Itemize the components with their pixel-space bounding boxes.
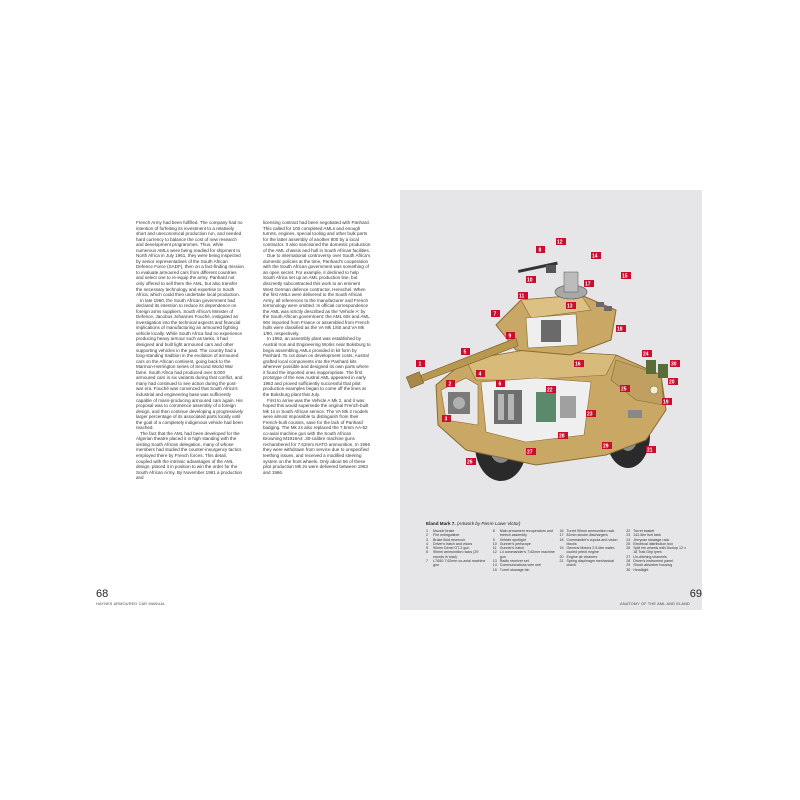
svg-text:12: 12 bbox=[557, 239, 563, 246]
key-number: 25 bbox=[626, 541, 631, 546]
key-item bbox=[493, 529, 557, 538]
key-label: Muzzle brake bbox=[433, 529, 455, 533]
key-number: 17 bbox=[559, 533, 564, 538]
jerrycan bbox=[646, 360, 656, 374]
text-column-2 bbox=[263, 220, 371, 475]
svg-text:5: 5 bbox=[463, 349, 467, 356]
key-number: 15 bbox=[492, 567, 497, 572]
key-number: 20 bbox=[559, 554, 564, 559]
page-number-left: 68 bbox=[96, 588, 109, 600]
key-label: Radio receiver set bbox=[499, 559, 529, 564]
key-label: L4 commander's 7.62mm machine gun bbox=[499, 550, 555, 559]
svg-text:4: 4 bbox=[478, 371, 482, 378]
key-label: Vehicle spotlight bbox=[499, 537, 526, 542]
paragraph: First to arrive was the Vehicle A Mk 2, and it was hoped this would supersede the original French-built Mk 1s in South African service. The VA Mk 2 models were almost impossible to distinguish from their French-built cousins, save for the lack of Panhard badging. The Mk 2s also replaced the 7.5mm AA-52 co-axial machine gun with the South African Browning M1919A4 .30-calibre machine guns rechambered for 7.62mm NATO ammunition. In 1966 they were withdrawn from service due to unspecified teething issues, and received a modified steering system on the front wheels. Only about 56 of these pilot production Mk 2s were delivered between 1963 and 1966. bbox=[263, 397, 370, 475]
figure-key bbox=[426, 529, 690, 572]
svg-text:25: 25 bbox=[621, 386, 627, 393]
running-head-right: ANATOMY OF THE AML AND ELAND bbox=[620, 602, 690, 606]
svg-text:21: 21 bbox=[647, 447, 653, 454]
svg-text:14: 14 bbox=[592, 253, 598, 260]
jerrycan bbox=[658, 364, 668, 378]
key-number: 11 bbox=[492, 546, 497, 551]
svg-text:13: 13 bbox=[567, 303, 573, 310]
key-item bbox=[626, 568, 690, 572]
key-label: Jerrycan stowage rack bbox=[633, 537, 670, 542]
key-number: 8 bbox=[492, 529, 495, 533]
svg-text:16: 16 bbox=[575, 361, 581, 368]
key-label: Shock absorber housing bbox=[633, 563, 673, 568]
svg-text:9: 9 bbox=[508, 333, 512, 340]
key-label: Turret basket bbox=[633, 529, 655, 533]
key-item bbox=[426, 550, 490, 559]
key-number: 28 bbox=[626, 559, 631, 564]
key-label: Main armament recuperators and breech assembly bbox=[499, 529, 553, 538]
paragraph: The fact that the AML had been developed for the Algerian theatre placed it in high standing with the visiting South African delegation, many of whose members had studied the counter-insurgency tactics employed there by French forces. This detail, coupled with the intrinsic advantages of the AML design, placed it in position to win the order for the South African Army. By November 1961 a production and bbox=[136, 430, 243, 481]
key-label: Spill rim wheels with Dunlop 12 x 18 Trak Grip tyres bbox=[633, 546, 686, 555]
paragraph: In 1962, an assembly plant was established by Austral Iron and Engineering Works near Boksburg to begin assembling AMLs provided in kit form by Panhard. To cut down on development costs, Austral grafted local components into the Panhard kits wherever possible and designed its own parts where it found the imported ones inappropriate. The first prototype of the new Austral AML appeared in early 1963 and proved sufficiently successful that pilot production examples began to come off the lines at the Boksburg plant that July. bbox=[263, 336, 371, 397]
key-number: 19 bbox=[559, 546, 564, 551]
key-number: 1 bbox=[426, 529, 428, 533]
page-number-right: 69 bbox=[689, 588, 702, 600]
key-label: 142-litre fuel tank bbox=[633, 533, 661, 538]
key-column bbox=[426, 529, 490, 572]
paragraph: licensing contract had been negotiated with Panhard. This called for 100 completed AMLs and enough turrets, engines, special tooling and other bulk parts for the latter assembly of another 800 by a local contractor. It also sanctioned the domestic production of the AML chassis and hull in South African facilities. bbox=[263, 220, 371, 253]
svg-text:7: 7 bbox=[493, 311, 497, 318]
key-number: 13 bbox=[492, 559, 497, 564]
key-label: Driver's hatch and visors bbox=[433, 541, 473, 546]
svg-text:11: 11 bbox=[519, 293, 525, 300]
svg-text:19: 19 bbox=[663, 399, 669, 406]
key-item bbox=[626, 546, 690, 555]
key-item bbox=[426, 559, 490, 568]
key-number: 9 bbox=[492, 537, 495, 542]
vehicle-cutaway-illustration bbox=[406, 210, 696, 510]
svg-text:15: 15 bbox=[622, 273, 628, 280]
key-number: 26 bbox=[626, 546, 631, 551]
key-column bbox=[560, 529, 624, 572]
key-number: 10 bbox=[492, 541, 497, 546]
key-column bbox=[493, 529, 557, 572]
key-label: Engine air cleaners bbox=[566, 554, 598, 559]
key-label: Communications wire reel bbox=[499, 563, 542, 568]
key-label: Gunner's hatch bbox=[499, 546, 525, 551]
key-item bbox=[560, 546, 624, 555]
svg-text:27: 27 bbox=[527, 449, 533, 456]
key-label: Spring diaphragm mechanical clutch bbox=[566, 559, 615, 568]
key-item bbox=[560, 538, 624, 547]
left-page bbox=[96, 190, 400, 610]
svg-text:1: 1 bbox=[418, 361, 422, 368]
key-number: 12 bbox=[492, 550, 497, 555]
key-number: 5 bbox=[426, 546, 428, 551]
key-label: Headlight bbox=[633, 567, 649, 572]
key-number: 23 bbox=[626, 533, 631, 538]
key-item bbox=[493, 568, 557, 572]
svg-text:20: 20 bbox=[669, 379, 675, 386]
key-number: 24 bbox=[626, 537, 631, 542]
svg-text:18: 18 bbox=[617, 326, 623, 333]
key-number: 18 bbox=[559, 537, 564, 542]
key-number: 7 bbox=[426, 559, 428, 564]
key-label: Fire extinguisher bbox=[433, 533, 460, 538]
key-label: Gunner's periscope bbox=[499, 541, 531, 546]
svg-text:30: 30 bbox=[671, 361, 677, 368]
paragraph: In late 1960, the South African government had declared its intention to reduce its dependence on foreign arms suppliers. South Africa's Minister of Defence, Jacobus Johannes Fouché, instigated an investigation into the technical aspects and financial implications of manufacturing an armoured fighting vehicle locally. While South Africa had no experience producing heavy armour such as tanks, it had designed and built light armoured cars and other supporting vehicles in the past. The country had a long-standing tradition in the evolution of armoured cars on the African continent, going back to the Marmon-Herrington series of Second World War fame. South Africa had produced over 5,000 armoured cars in six variants during that conflict, and many had continued to see action during the post-war era. Fouché was convinced that South Africa's industrial and engineering base was sufficiently capable of mass-producing armoured cars again. His proposal was to commence assembly of a foreign design, and then continue developing a progressively larger percentage of its associated parts locally until the goal of a completely indigenous vehicle had been reached. bbox=[136, 297, 244, 431]
svg-text:10: 10 bbox=[527, 277, 533, 284]
key-label: 90mm ammunition racks (29 rounds in total) bbox=[433, 550, 479, 559]
svg-text:29: 29 bbox=[603, 443, 609, 450]
svg-text:6: 6 bbox=[498, 381, 502, 388]
svg-text:17: 17 bbox=[585, 281, 591, 288]
paragraph: French Army had been fulfilled. The company had no intention of forfeiting its investment to a relatively short and uneconomical production run, and needed hard currency to balance the cost of new research and development programmes. Thus, while numerous AMLs were being readied for shipment to North Africa in July 1961, they were being inspected by senior representatives of the South African Defence Force (SADF), then on a fact-finding mission to evaluate armoured cars from different countries and select one to re-equip the army. Panhard not only offered to sell them the AML, but also transfer the necessary technology and expertise to South Africa, which could then undertake local production. bbox=[136, 220, 244, 298]
key-number: 16 bbox=[559, 529, 564, 533]
svg-text:24: 24 bbox=[643, 351, 649, 358]
key-number: 3 bbox=[426, 537, 428, 542]
key-label: Turret 90mm ammunition rack bbox=[566, 529, 615, 533]
key-number: 22 bbox=[626, 529, 631, 533]
svg-text:28: 28 bbox=[559, 433, 565, 440]
svg-text:3: 3 bbox=[444, 416, 448, 423]
key-label: Un-ditching channels bbox=[633, 554, 667, 559]
svg-text:26: 26 bbox=[467, 459, 473, 466]
key-number: 4 bbox=[426, 541, 428, 546]
key-number: 30 bbox=[626, 567, 631, 572]
key-label: Brake fluid reservoir bbox=[433, 537, 465, 542]
key-label: General Motors 2.5-litre water-cooled petrol engine bbox=[566, 546, 616, 555]
key-label: Commander's cupola and vision blocks bbox=[566, 537, 618, 546]
key-number: 21 bbox=[559, 559, 564, 564]
key-number: 14 bbox=[492, 563, 497, 568]
svg-text:22: 22 bbox=[547, 387, 553, 394]
key-label: Turret stowage bin bbox=[499, 567, 530, 572]
key-column bbox=[626, 529, 690, 572]
key-label: 81mm smoke dischargers bbox=[566, 533, 608, 538]
key-number: 27 bbox=[626, 554, 631, 559]
key-label: Driver's instrument panel bbox=[633, 559, 673, 564]
key-number: 6 bbox=[426, 550, 428, 555]
key-number: 2 bbox=[426, 533, 428, 538]
text-column-1 bbox=[136, 220, 244, 481]
svg-text:8: 8 bbox=[538, 247, 542, 254]
key-item bbox=[493, 550, 557, 559]
figure-caption bbox=[426, 521, 520, 526]
key-number: 29 bbox=[626, 563, 631, 568]
caption-credit: (Artwork by Pierre Lowe Victor) bbox=[456, 521, 521, 526]
key-item bbox=[560, 559, 624, 568]
key-label: Electrical distribution box bbox=[633, 541, 673, 546]
key-label: L7A50 7.62mm co-axial machine gun bbox=[433, 559, 486, 568]
paragraph: Due to international controversy over South Africa's domestic policies at the time, Panhard's cooperation with the South African government was something of an open secret. For example, it declined to help South Africa set up an AML production line, but discreetly subcontracted this work to an eminent West German defence contractor, Henschel. When the first AMLs were delivered to the South African Army, all references to the manufacturer and French terminology were omitted. In official correspondence the AML was strictly described as the 'Vehicle A' by the South African government: the AML 60s and AML 90s imported from France or assembled from French hulls were classified as the VA Mk 1/60 and VA Mk 1/90, respectively. bbox=[263, 253, 371, 336]
right-page bbox=[400, 190, 702, 610]
caption-title: Eland Mark 7. bbox=[426, 521, 456, 526]
key-label: 90mm Denel GT-2 gun bbox=[433, 546, 470, 551]
running-head-left: HAYNES ARMOURED CAR MANUAL bbox=[96, 602, 166, 606]
svg-text:2: 2 bbox=[448, 381, 452, 388]
svg-text:23: 23 bbox=[587, 411, 593, 418]
